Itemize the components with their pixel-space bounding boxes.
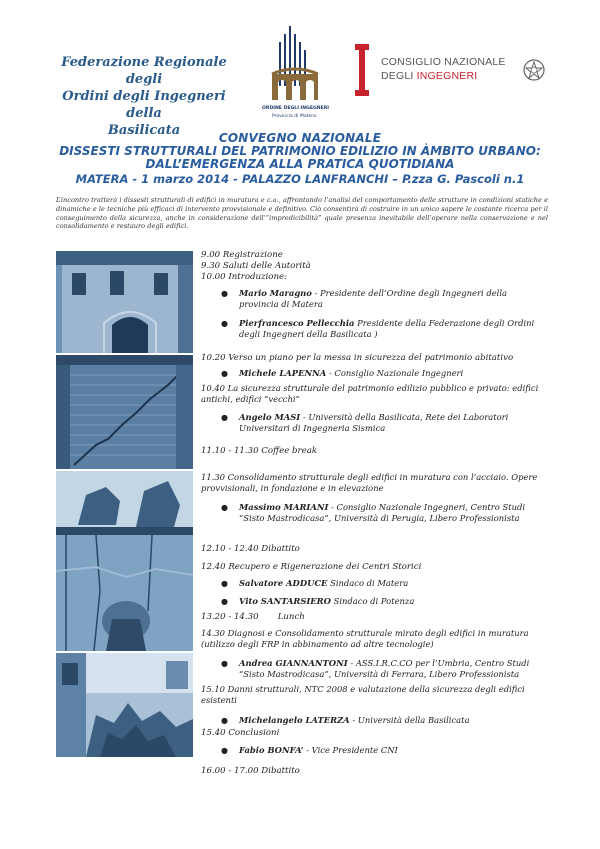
title-line-1: CONVEGNO NAZIONALE: [218, 131, 382, 145]
bullet-icon: ●: [221, 319, 228, 328]
schedule-coffee-break: 11.10 - 11.30 Coffee break: [201, 446, 318, 456]
bullet-icon: ●: [221, 597, 228, 606]
schedule-1430: 14.30 Diagnosi e Consolidamento strutturale mirato degli edifici in muratura (utilizzo degli FRP in abbinamento ad altre tecnologie): [201, 628, 529, 649]
schedule-1130: 11.30 Consolidamento strutturale degli edifici in muratura con l’acciaio. Opere provvisionali, in fondazione e in elevazione: [201, 472, 538, 493]
speaker-item: [221, 288, 539, 310]
schedule-introduzione: 10.00 Introduzione:: [201, 272, 288, 282]
speaker-role: - Università della Basilicata, Rete dei Laboratori Universitari di Ingegneria Sismica: [239, 412, 509, 433]
cracked-brick-wall-photo: [56, 355, 193, 469]
cni-logo-bar-icon: [355, 44, 369, 96]
speaker-name: Fabio BONFA’: [239, 745, 304, 755]
cni-line-2: [381, 70, 477, 82]
federation-line-2: Ordini degli Ingegneri della: [62, 89, 226, 121]
speaker-role: Sindaco di Matera: [327, 578, 409, 588]
building-facade-photo: [56, 251, 193, 353]
speaker-name: Salvatore ADDUCE: [239, 578, 328, 588]
speaker-role: - Consiglio Nazionale Ingegneri: [326, 368, 464, 378]
speaker-item: [221, 412, 539, 434]
title-line-2: DISSESTI STRUTTURALI DEL PATRIMONIO EDILIZIO IN ÀMBITO URBANO:: [59, 144, 541, 158]
speaker-name: Michelangelo LATERZA: [239, 715, 350, 725]
conference-titles: [40, 132, 560, 186]
speaker-name: Massimo MARIANI: [239, 502, 329, 512]
italian-republic-seal-icon: [523, 58, 545, 82]
speaker-item: [221, 318, 539, 340]
speaker-name: Michele LAPENNA: [239, 368, 327, 378]
schedule-1510: 15.10 Danni strutturali, NTC 2008 e valutazione della sicurezza degli edifici esistenti: [201, 684, 525, 705]
title-line-3: DALL’EMERGENZA ALLA PRATICA QUOTIDIANA: [145, 157, 455, 171]
schedule-dibattito-1: 12.10 - 12.40 Dibattito: [201, 544, 300, 554]
schedule-conclusioni: 15.40 Conclusioni: [201, 728, 280, 738]
speaker-name: Andrea GIANNANTONI: [239, 658, 348, 668]
cni-line-1: CONSIGLIO NAZIONALE: [381, 56, 506, 68]
schedule-1040: 10.40 La sicurezza strutturale del patrimonio edilizio pubblico e privato: edifici antichi, edifici “vecchi”: [201, 383, 539, 404]
speaker-role: - ASS.I.R.C.CO per l’Umbria, Centro Studi “Sisto Mastrodicasa”, Università di Ferrara, Libero Professionista: [239, 658, 530, 679]
bullet-icon: ●: [221, 716, 228, 725]
speaker-role: Presidente della Federazione degli Ordini degli Ingegneri della Basilicata ): [239, 318, 535, 339]
damaged-building-photo: [56, 471, 193, 651]
speaker-role: Sindaco di Potenza: [330, 596, 415, 606]
speaker-item: [221, 502, 539, 524]
schedule-lunch: 13.20 - 14.30 Lunch: [201, 612, 305, 622]
bullet-icon: ●: [221, 289, 228, 298]
bullet-icon: ●: [221, 579, 228, 588]
bullet-icon: ●: [221, 659, 228, 668]
speaker-name: Pierfrancesco Pellecchia: [239, 318, 355, 328]
speaker-item: [221, 658, 539, 680]
bullet-icon: ●: [221, 413, 228, 422]
ordine-ingegneri-logo-icon: [262, 22, 326, 106]
schedule-dibattito-2: 16.00 - 17.00 Dibattito: [201, 766, 300, 776]
bullet-icon: ●: [221, 503, 228, 512]
cni-logo: [355, 44, 550, 100]
schedule-1240: 12.40 Recupero e Rigenerazione dei Centri Storici: [201, 562, 422, 572]
federation-line-3: Basilicata: [107, 123, 181, 138]
schedule-saluti: 9.30 Saluti delle Autorità: [201, 261, 311, 271]
cni-line-2b: INGEGNERI: [416, 70, 478, 82]
cni-line-2a: DEGLI: [381, 70, 417, 82]
speaker-item: [221, 578, 539, 589]
schedule-1020: 10.20 Verso un piano per la messa in sicurezza del patrimonio abitativo: [201, 353, 514, 363]
speaker-name: Vito SANTARSIERO: [239, 596, 331, 606]
speaker-item: [221, 715, 539, 726]
photo-column: [56, 251, 193, 757]
schedule-registrazione: 9.00 Registrazione: [201, 250, 283, 260]
speaker-item: [221, 745, 539, 756]
bullet-icon: ●: [221, 369, 228, 378]
speaker-role: - Consiglio Nazionale Ingegneri, Centro Studi “Sisto Mastrodicasa”, Università di Perugia, Libero Professionista: [239, 502, 526, 523]
federation-title: [44, 54, 244, 139]
title-line-4: MATERA - 1 marzo 2014 - PALAZZO LANFRANCHI – P.zza G. Pascoli n.1: [75, 172, 525, 186]
speaker-role: - Università della Basilicata: [349, 715, 470, 725]
bullet-icon: ●: [221, 746, 228, 755]
speaker-name: Mario Maragno: [239, 288, 312, 298]
ordine-caption-1: ORDINE DEGLI INGEGNERI: [262, 106, 329, 111]
speaker-role: - Presidente dell’Ordine degli Ingegneri della provincia di Matera: [239, 288, 507, 309]
speaker-name: Angelo MASI: [239, 412, 301, 422]
ordine-ingegneri-logo: [262, 22, 329, 126]
ordine-caption-2: Provincia di Matera: [271, 114, 317, 119]
speaker-role: - Vice Presidente CNI: [303, 745, 398, 755]
federation-line-1: Federazione Regionale degli: [61, 55, 227, 87]
collapsed-building-photo: [56, 653, 193, 757]
intro-paragraph: L’incontro tratterà i dissesti strutturali di edifici in muratura e c.a., affrontando l’analisi del comportamento delle strutture in condizioni statiche e dinamiche e le tecniche più efficaci di intervento provvisionale e definitivo. Ciò consentirà di costruire in un unico sapere le costante ricerca per il conseguimento della sicurezza, anche in considerazione dell’“impredicibilità” quale presenza inevitabile dell’operare nella conservazione e nel consolidamento e restauro degli edifici.: [56, 196, 548, 231]
speaker-item: [221, 368, 539, 379]
speaker-item: [221, 596, 539, 607]
